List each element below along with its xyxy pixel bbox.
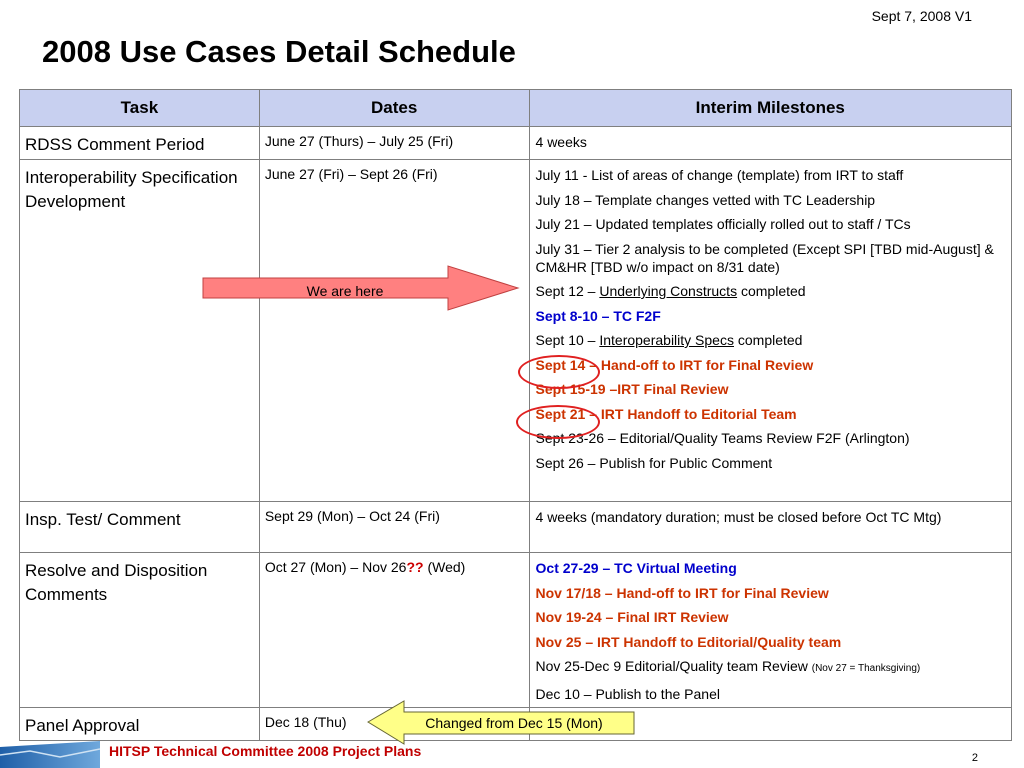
footer-logo-graphic [0, 741, 100, 768]
milestone-underlined: Interoperability Specs [599, 332, 734, 348]
dates-cell: Dec 18 (Thu) [259, 708, 529, 741]
table-header-row [20, 90, 1012, 127]
header-dates: Dates [259, 90, 529, 127]
milestone-underlined: Underlying Constructs [599, 283, 738, 299]
milestones-cell [529, 127, 1011, 160]
milestone-item: 4 weeks (mandatory duration; must be closed before Oct TC Mtg) [535, 509, 942, 525]
milestone-suffix: completed [737, 283, 806, 299]
task-cell: Panel Approval [20, 708, 260, 741]
dates-prefix: Oct 27 (Mon) – Nov 26 [264, 559, 407, 575]
version-label: Sept 7, 2008 V1 [871, 8, 972, 24]
dates-flag: ?? [406, 559, 424, 575]
dates-cell [259, 553, 529, 708]
milestone-item: Sept 23-26 – Editorial/Quality Teams Review F2F (Arlington) [535, 430, 910, 446]
milestone-item: Nov 25 – IRT Handoff to Editorial/Quality team [535, 633, 842, 650]
schedule-table [19, 89, 1012, 741]
changed-from-label: Changed from Dec 15 (Mon) [425, 715, 603, 731]
milestone-item: Sept 14 – Hand-off to IRT for Final Review [535, 356, 814, 373]
milestone-item: Nov 17/18 – Hand-off to IRT for Final Review [535, 584, 829, 601]
page-number: 2 [971, 752, 978, 764]
milestone-prefix: Sept 12 – [535, 283, 600, 299]
milestone-item [536, 282, 1006, 300]
milestones-cell [529, 553, 1011, 708]
table-row [20, 160, 1012, 502]
highlight-circle [518, 355, 600, 389]
milestone-item [536, 657, 1006, 678]
milestone-note: (Nov 27 = Thanksgiving) [811, 663, 921, 674]
table-row [20, 553, 1012, 708]
table-row [20, 127, 1012, 160]
milestone-suffix: completed [733, 332, 803, 348]
milestone-prefix: Sept 10 – [535, 332, 600, 348]
milestone-item: Sept 21 – IRT Handoff to Editorial Team [535, 405, 797, 422]
dates-suffix: (Wed) [423, 559, 466, 575]
milestone-item: Sept 26 – Publish for Public Comment [535, 454, 773, 471]
milestone-item [536, 331, 1006, 349]
milestone-item: Nov 19-24 – Final IRT Review [535, 609, 729, 625]
milestone-item: July 31 – Tier 2 analysis to be completed (Except SPI [TBD mid-August] & CM&HR [TBD w/o impact on 8/31 date) [535, 240, 994, 275]
milestone-item: Dec 10 – Publish to the Panel [535, 685, 720, 702]
footer-title: HITSP Technical Committee 2008 Project Plans [109, 743, 422, 759]
we-are-here-label: We are here [306, 283, 384, 299]
milestone-item: July 11 - List of areas of change (template) from IRT to staff [535, 167, 904, 183]
milestone-text: Nov 25-Dec 9 Editorial/Quality team Review [535, 658, 808, 674]
dates-cell: June 27 (Thurs) – July 25 (Fri) [259, 127, 529, 160]
milestone-item: 4 weeks [535, 134, 587, 150]
milestone-item: July 21 – Updated templates officially rolled out to staff / TCs [535, 216, 911, 232]
task-cell: Resolve and Disposition Comments [20, 553, 260, 708]
table-row [20, 502, 1012, 553]
milestone-item: Oct 27-29 – TC Virtual Meeting [535, 560, 737, 576]
milestone-item: July 18 – Template changes vetted with TC Leadership [535, 191, 876, 208]
milestone-item: Sept 8-10 – TC F2F [535, 307, 661, 324]
header-task: Task [20, 90, 260, 127]
slide-title: 2008 Use Cases Detail Schedule [42, 34, 516, 69]
task-cell: RDSS Comment Period [20, 127, 260, 160]
milestones-cell [529, 502, 1011, 553]
task-cell: Interoperability Specification Development [20, 160, 260, 502]
milestone-item: Sept 15-19 –IRT Final Review [535, 381, 729, 397]
dates-cell: June 27 (Fri) – Sept 26 (Fri) [259, 160, 529, 502]
header-milestones: Interim Milestones [529, 90, 1011, 127]
task-cell: Insp. Test/ Comment [20, 502, 260, 553]
milestones-cell [529, 160, 1011, 502]
highlight-circle [516, 405, 600, 439]
dates-cell: Sept 29 (Mon) – Oct 24 (Fri) [259, 502, 529, 553]
